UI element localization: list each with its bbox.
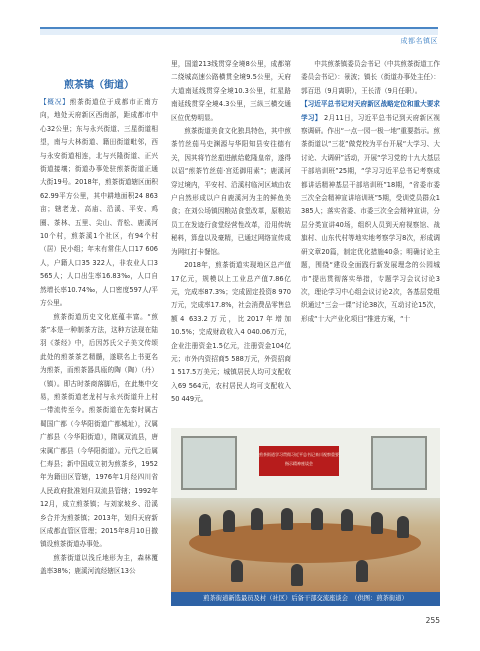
page-number: 255 — [425, 616, 440, 625]
entry-title: 煎茶镇（街道） — [64, 80, 134, 91]
transport-paragraph: 里，国道213线贯穿全境8公里，成都第二绕城高速公路横贯全境9.5公里，天府大道南延线贯穿全境10.3公里，红星路南延线贯穿全境4.3公里，三纵三横交通区位优势明显。 — [171, 60, 291, 122]
photo-person — [341, 509, 353, 531]
photo-person — [223, 510, 235, 532]
column-2 — [171, 58, 291, 407]
photo-caption: 煎茶街道新选最员及村（社区）后备干部交流座谈会 （供图：煎茶街道） — [171, 592, 440, 606]
meeting-photo — [171, 428, 440, 592]
history-paragraph: 煎茶街道历史文化底蕴丰富。“煎茶”本是一种制茶方法，这种方法现在陆羽《茶经》中，后因苏氏父子美文传颂此处的煎茶茶艺精髓，遂联名上书更名为煎茶，而煎茶器具瓯的陶（陶）（丹）（镇）。即古时茶商落脚后，在此集中交易，煎茶街道老龙村与永兴街道升上村一带流传至今。煎茶街道在先秦时属古蜀国广都（今华阳街道广都城址），汉属广都县（今华阳街道），隋属双流县，唐宋属广都县（今华阳街道）。元代之后属仁寿县；新中国成立初为煎茶乡，1952年为籍田区管辖，1976年1月经四川省人民政府批准划归双流县管辖；1992年12月，成立煎茶镇；与刘家坡乡、沿溪乡合并为煎茶镇；2013年，划归天府新区成都直管区管理；2015年8月10日撤镇设煎茶街道办事处。 — [40, 312, 158, 549]
photo-person — [281, 508, 293, 530]
photo-banner — [259, 446, 339, 476]
column-1 — [40, 96, 158, 579]
photo-person — [251, 508, 263, 530]
leadership-paragraph: 中共煎茶镇委员会书记（中共煎茶街道工作委员会书记）：景波；镇长（街道办事处主任）：郭百迅（9月离职），王长清（9月任职）。 — [301, 60, 440, 95]
study-text: 2月11日，习近平总书记到天府新区视察调研。作出“一点一园一极一地”重要指示。煎茶街道以“三花”做党校为平台开展“大学习、大讨论、大调研”活动，开展“学习党的十九大基层干部培训班”25期，“学习习近平总书记考察成都讲话精神基层干部培训班”18期，“省委市委三次全会精神宣讲培训班”5期，受训党员群众1 385人；落实省委、市委三次全会精神宣讲，分层分类宣讲40场，组织人员到天府视察馆、战旗村、山东代村等地实地考察学习8次，形成调研文章20篇，制定优化措施40条；明确讨论主题，围绕“建设全面践行新发展理念的公园城市”提出贯彻落实举措，专题学习会议讨论3次，理论学习中心组会议讨论2次，各基层党组织通过“三会一课”讨论38次，互动讨论15次，形成“十大产业化项目”推进方案，“十 — [301, 113, 440, 323]
terrain-paragraph: 煎茶街道以浅丘地形为主，森林覆盖率38%；鹿溪河流经辖区13公 — [40, 553, 158, 576]
overview-paragraph — [40, 96, 158, 311]
photo-person — [231, 560, 243, 582]
cuisine-paragraph: 煎茶街道美食文化独具特色，其中煎茶竹丝茄马史渊源与华阳知县安往德有关，因其将竹丝茄进献给乾隆皇帝，遂得以诏“煎茶竹丝茄·宫廷御用素”；鹿溪河穿过境内，平安村、沿溪村临河区域由农户自然形成以户自鹿溪河为主的鲜鱼美食；在刘公场镇因粮站食堂改革，原粮站员工在发迹行食堂经营性改革，沿用传统秘料，算盘以及豪精，已通过网络宣传成为网红打卡餐馆。 — [171, 127, 291, 256]
photo-person — [291, 564, 303, 586]
photo-banner-text: 煎茶街道学习贯彻习近平总书记来川视察重要指示精神座谈会 — [259, 452, 339, 466]
column-3 — [301, 58, 440, 326]
study-heading: 【习近平总书记对天府新区战略定位和重大要求学习】 — [301, 100, 440, 122]
header-band — [40, 29, 438, 35]
overview-text: 煎茶街道位于成都市正南方向，地处天府新区西南部，距成都市中心32公里；东与永兴街道、三星街道相望，南与大林街道、籍田街道毗邻，西与永安街道相连，北与兴隆街道、正兴街道接壤；街道办事处驻煎茶街道正通大街19号。2018年，煎茶街道辖区面积62.99平方公里，其中耕地面积24 863亩；辖老龙、高庙、沿溪、平安、鸡圈、茶林、五里、尖山、青松、鹿溪河10个村，煎茶溪1个社区，有94个村（居）民小组；年末有常住人口17 606人，户籍人口35 322人，非农业人口3 565人；人口出生率16.83‰，人口自然增长率10.74‰，人口密度597人/平方公里。 — [40, 98, 159, 308]
overview-tag: 【概况】 — [40, 98, 70, 106]
photo-person — [199, 514, 211, 536]
photo-person — [356, 560, 368, 582]
photo-person — [371, 512, 383, 534]
photo-person — [311, 508, 323, 530]
study-paragraph — [301, 98, 440, 326]
photo-person — [397, 516, 409, 538]
section-tag: 成都名镇区 — [400, 37, 438, 45]
photo-window — [181, 436, 237, 490]
photo-window — [371, 436, 427, 490]
economy-paragraph: 2018年，煎茶街道实现地区总产值17亿元，规模以上工业总产值7.86亿元，完成率87.3%；完成固定投资8 970万元，完成率17.8%，社会消费品零售总额4 633.2万元，比2017年增加10.5%；完成财政收入4 040.06万元，企业注册资金1.5亿元，注册资金104亿元；市外内资招商5 588万元，外资招商1 517.5万美元；城镇居民人均可支配收入69 564元，农村居民人均可支配收入50 449元。 — [171, 261, 291, 404]
